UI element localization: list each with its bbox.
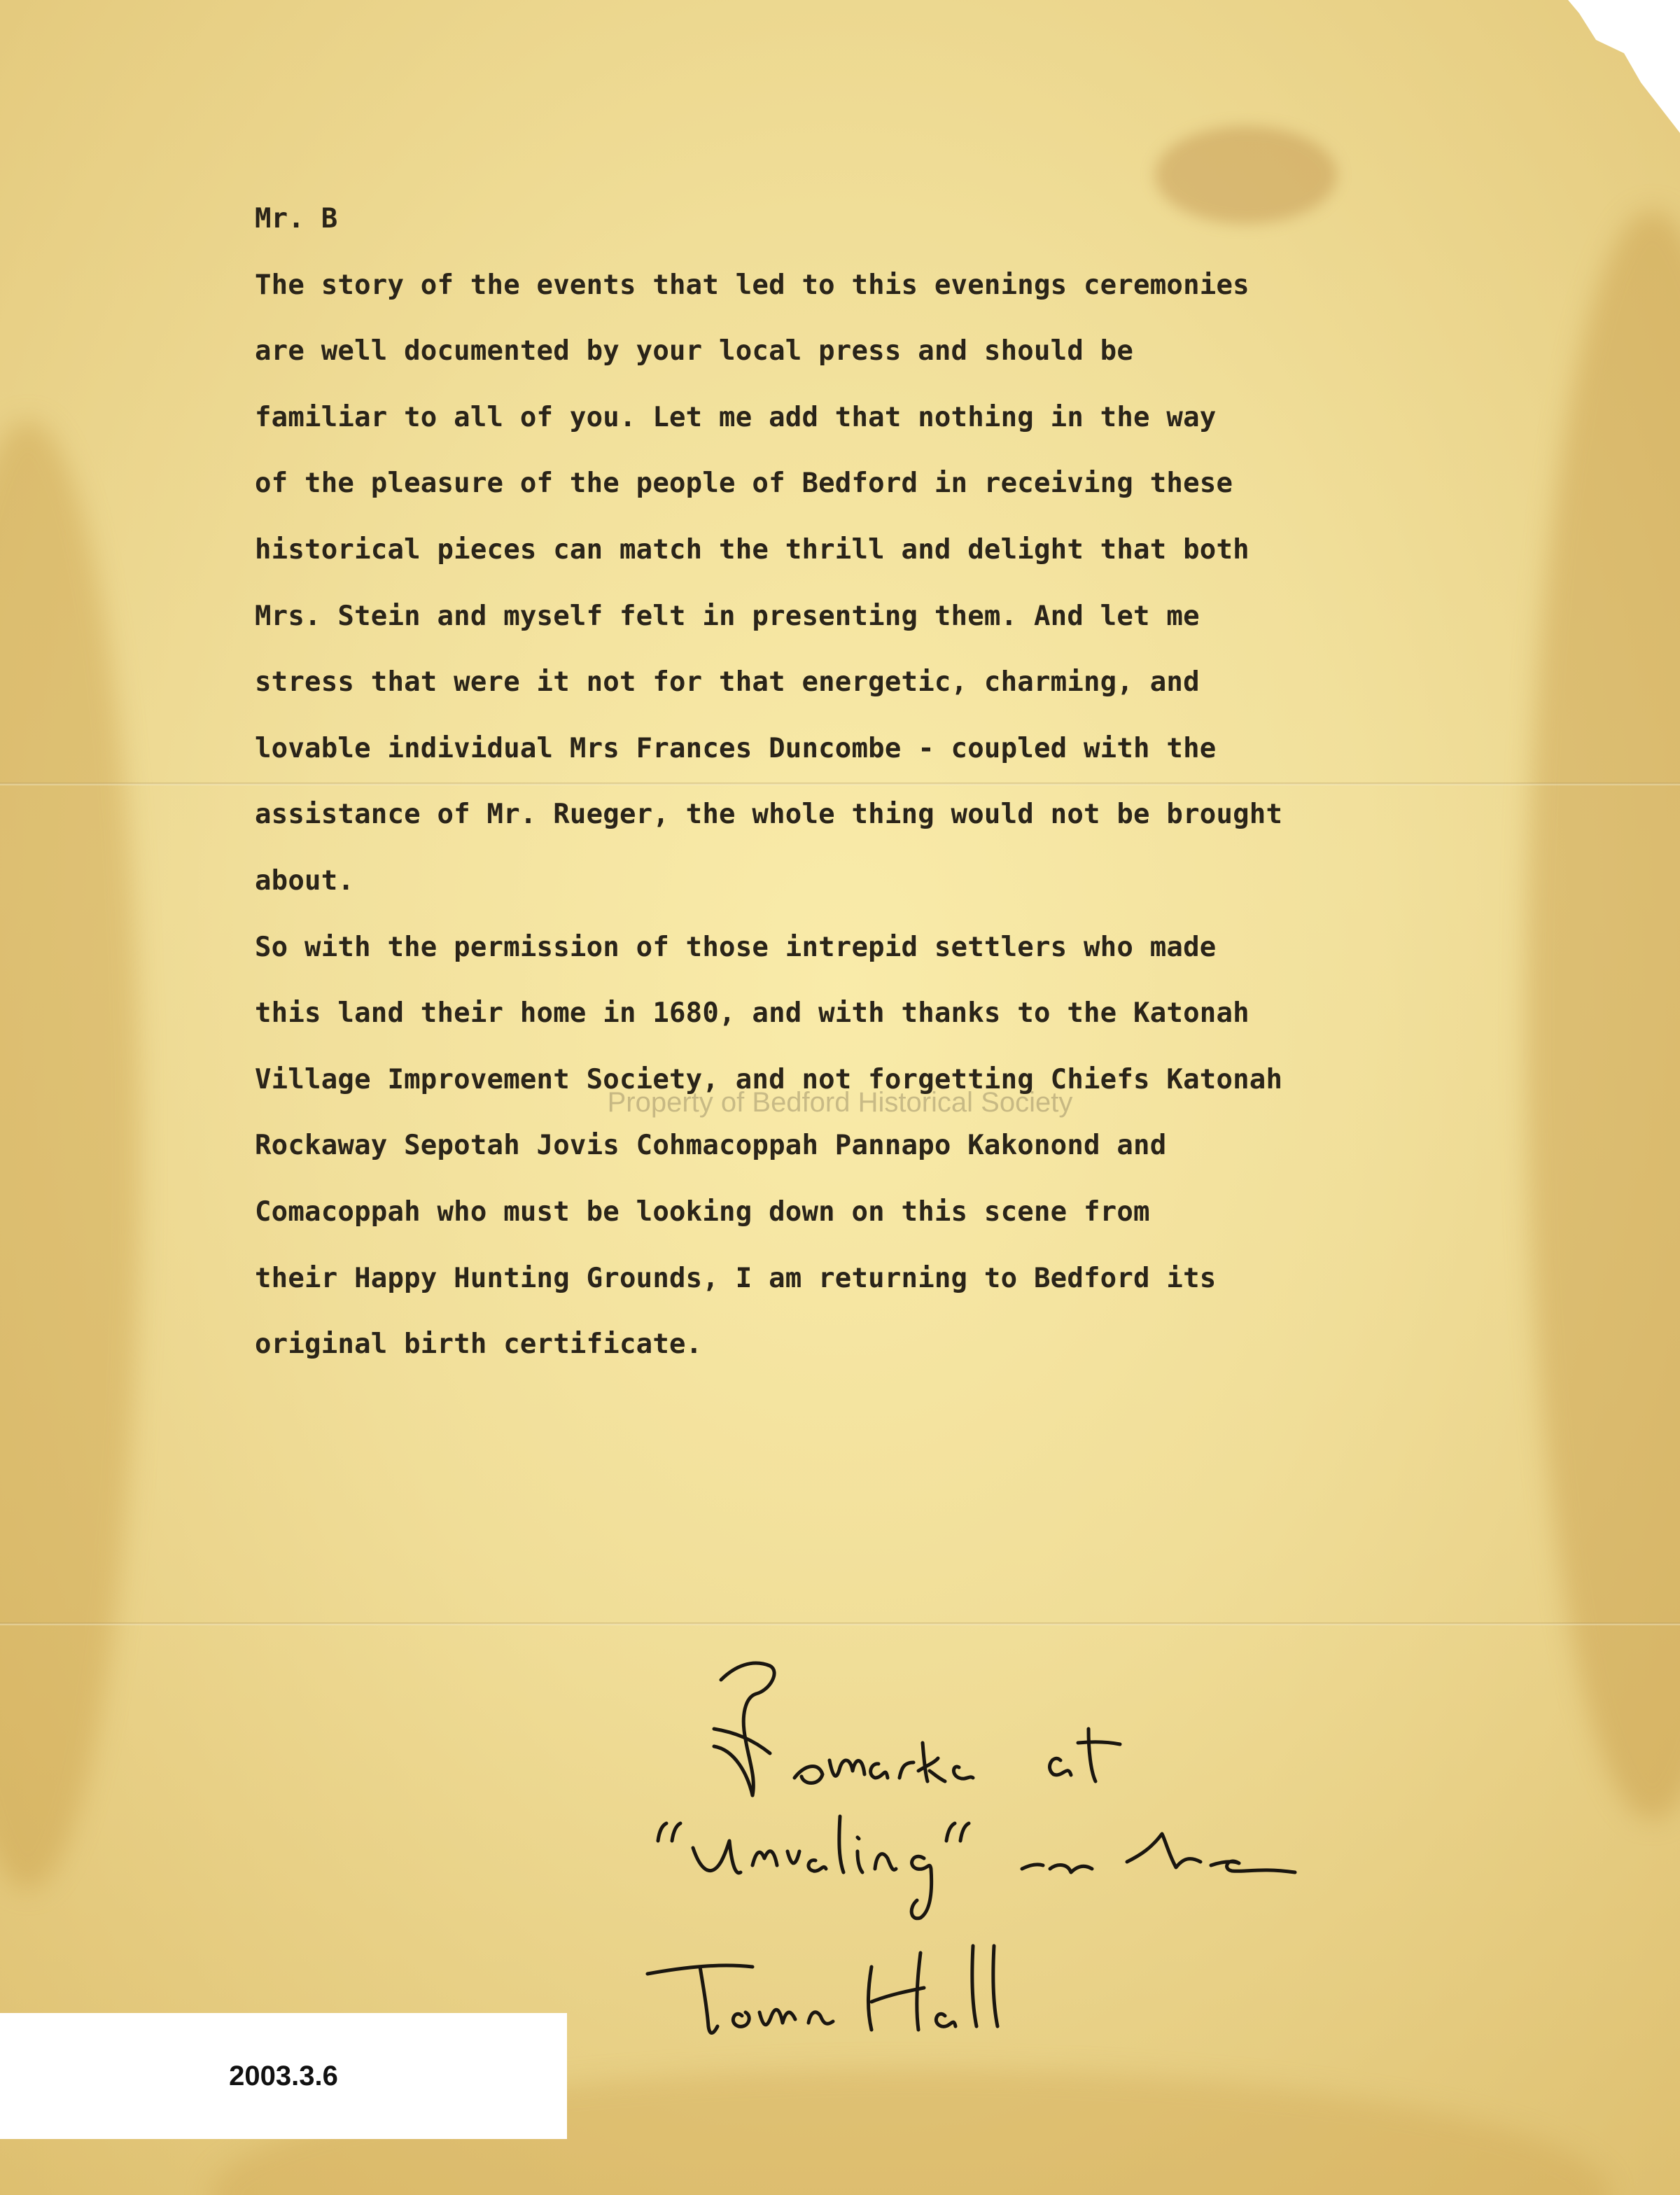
text-line: assistance of Mr. Rueger, the whole thing would not be brought [255, 799, 1283, 831]
text-line: The story of the events that led to this evenings ceremonies [255, 269, 1250, 301]
text-line: familiar to all of you. Let me add that nothing in the way [255, 401, 1217, 433]
right-edge-stain [1526, 210, 1680, 1820]
text-line: lovable individual Mrs Frances Duncombe - coupled with the [255, 732, 1217, 764]
left-edge-stain [0, 420, 140, 1890]
text-line: Village Improvement Society, and not forgetting Chiefs Katonah [255, 1063, 1283, 1095]
watermark-text: Property of Bedford Historical Society [607, 1087, 1073, 1118]
accession-label [0, 2013, 567, 2139]
text-line: historical pieces can match the thrill and delight that both [255, 533, 1250, 566]
text-line: Rockaway Sepotah Jovis Cohmacoppah Pannapo Kakonond and [255, 1130, 1167, 1162]
handwritten-note [630, 1638, 1400, 2072]
text-line: of the pleasure of the people of Bedford in receiving these [255, 468, 1233, 500]
text-line: Comacoppah who must be looking down on this scene from [255, 1195, 1150, 1228]
text-line: this land their home in 1680, and with thanks to the Katonah [255, 997, 1250, 1030]
text-line: their Happy Hunting Grounds, I am returning to Bedford its [255, 1262, 1217, 1294]
salutation-line: Mr. B [255, 203, 338, 234]
text-line: are well documented by your local press and should be [255, 335, 1134, 367]
text-line: original birth certificate. [255, 1328, 703, 1361]
accession-number: 2003.3.6 [229, 2060, 338, 2091]
text-line: stress that were it not for that energetic, charming, and [255, 666, 1200, 699]
text-line: So with the permission of those intrepid settlers who made [255, 931, 1217, 963]
text-line: about. [255, 864, 355, 897]
text-line: Mrs. Stein and myself felt in presenting them. And let me [255, 600, 1200, 632]
typed-text-block [255, 202, 1529, 1394]
lower-fold-crease [0, 1622, 1680, 1625]
torn-corner [1540, 0, 1680, 133]
